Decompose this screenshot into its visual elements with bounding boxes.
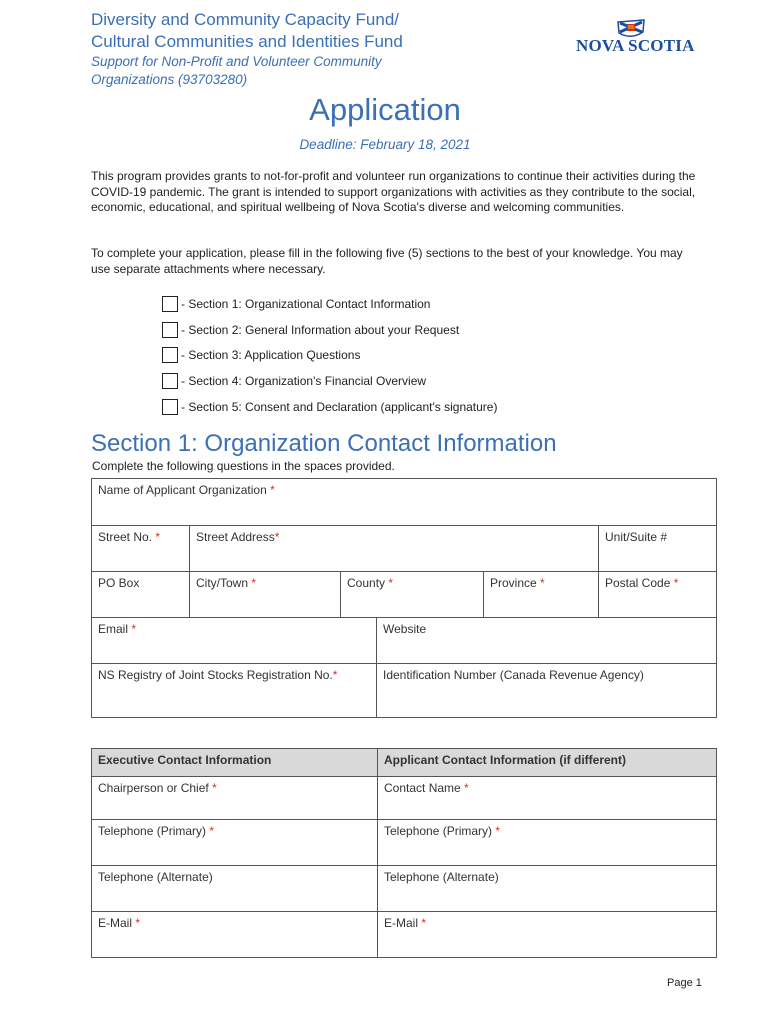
field-label: Telephone (Primary) xyxy=(98,824,207,838)
checklist-item-section4 xyxy=(162,368,497,394)
fund-title-line2: Cultural Communities and Identities Fund xyxy=(91,32,403,51)
unit-field[interactable] xyxy=(599,526,717,572)
required-marker: * xyxy=(155,530,161,544)
org-name-field[interactable] xyxy=(92,479,717,526)
nova-scotia-logo-text: NOVA SCOTIA xyxy=(576,36,695,55)
section3-checkbox[interactable] xyxy=(162,347,178,363)
deadline: Deadline: February 18, 2021 xyxy=(299,137,471,152)
field-label: E-Mail xyxy=(384,916,419,930)
required-marker: * xyxy=(495,824,501,838)
required-marker: * xyxy=(464,781,469,795)
field-label: City/Town xyxy=(196,576,249,590)
field-label: Chairperson or Chief xyxy=(98,781,209,795)
field-label: Email xyxy=(98,622,129,636)
required-marker: * xyxy=(540,576,545,590)
executive-contact-header: Executive Contact Information xyxy=(92,749,378,777)
required-marker: * xyxy=(421,916,427,930)
street-no-field[interactable] xyxy=(92,526,190,572)
section1-heading: Section 1: Organization Contact Information xyxy=(91,430,557,457)
section2-checkbox[interactable] xyxy=(162,322,178,338)
field-label: County xyxy=(347,576,386,590)
checklist-label: - Section 1: Organizational Contact Information xyxy=(181,296,431,311)
applicant-telephone-alternate-field[interactable] xyxy=(378,866,717,912)
required-marker: * xyxy=(673,576,679,590)
checklist-item-section2 xyxy=(162,317,497,343)
field-label: Street No. xyxy=(98,530,153,544)
required-marker: * xyxy=(270,483,275,497)
checklist-label: - Section 5: Consent and Declaration (applicant's signature) xyxy=(181,399,498,414)
exec-telephone-alternate-field[interactable] xyxy=(92,866,378,912)
field-label: Website xyxy=(383,622,427,636)
province-field[interactable] xyxy=(484,572,599,618)
section4-checkbox[interactable] xyxy=(162,373,178,389)
nova-scotia-logo xyxy=(576,18,700,58)
checklist-label: - Section 3: Application Questions xyxy=(181,348,361,363)
field-label: NS Registry of Joint Stocks Registration No. xyxy=(98,668,333,682)
checklist-label: - Section 2: General Information about your Request xyxy=(181,322,460,337)
city-field[interactable] xyxy=(190,572,341,618)
field-label: Telephone (Alternate) xyxy=(98,870,213,884)
chairperson-field[interactable] xyxy=(92,777,378,820)
registry-number-field[interactable] xyxy=(92,664,377,718)
contact-form xyxy=(91,748,717,958)
fund-subtitle-line1: Support for Non-Profit and Volunteer Community xyxy=(91,54,382,69)
field-label: PO Box xyxy=(98,576,140,590)
postal-code-field[interactable] xyxy=(599,572,717,618)
section1-instruction: Complete the following questions in the spaces provided. xyxy=(92,459,395,473)
exec-telephone-primary-field[interactable] xyxy=(92,820,378,866)
field-label: Name of Applicant Organization xyxy=(98,483,267,497)
fund-title-line1: Diversity and Community Capacity Fund/ xyxy=(91,10,400,29)
required-marker: * xyxy=(212,781,217,795)
required-marker: * xyxy=(135,916,141,930)
cra-id-field[interactable] xyxy=(377,664,717,718)
field-label: Street Address xyxy=(196,530,275,544)
field-label: Unit/Suite # xyxy=(605,530,668,544)
checklist-item-section5 xyxy=(162,394,497,420)
field-label: Telephone (Primary) xyxy=(384,824,493,838)
website-field[interactable] xyxy=(377,618,717,664)
po-box-field[interactable] xyxy=(92,572,190,618)
required-marker: * xyxy=(131,622,137,636)
field-label: Identification Number (Canada Revenue Agency) xyxy=(383,668,644,682)
intro-paragraph: This program provides grants to not-for-profit and volunteer run organizations to continue their activities during the COVID-19 pandemic. The grant is intended to support organizations with activities as they contribute to the social, economic, educational, and spiritual wellbeing of Nova Scotia's diverse and welcoming communities. xyxy=(91,169,696,214)
instructions-paragraph: To complete your application, please fill in the following five (5) sections to the best of your knowledge. You may use separate attachments where necessary. xyxy=(91,246,683,276)
field-label: Contact Name xyxy=(384,781,461,795)
field-label: E-Mail xyxy=(98,916,133,930)
fund-subtitle xyxy=(91,53,382,89)
field-label: Telephone (Alternate) xyxy=(384,870,499,884)
fund-subtitle-line2: Organizations (93703280) xyxy=(91,72,248,87)
email-field[interactable] xyxy=(92,618,377,664)
required-marker: * xyxy=(274,530,280,544)
street-address-field[interactable] xyxy=(190,526,599,572)
required-marker: * xyxy=(388,576,394,590)
required-marker: * xyxy=(251,576,257,590)
section5-checkbox[interactable] xyxy=(162,399,178,415)
page-number: Page 1 xyxy=(667,977,702,989)
applicant-telephone-primary-field[interactable] xyxy=(378,820,717,866)
checklist-label: - Section 4: Organization's Financial Overview xyxy=(181,373,427,388)
field-label: Postal Code xyxy=(605,576,671,590)
county-field[interactable] xyxy=(341,572,484,618)
applicant-contact-header: Applicant Contact Information (if different) xyxy=(378,749,717,777)
section-checklist xyxy=(162,291,497,419)
checklist-item-section1 xyxy=(162,291,497,317)
organization-form xyxy=(91,478,717,718)
page-title: Application xyxy=(309,92,461,127)
field-label: Province xyxy=(490,576,537,590)
exec-email-field[interactable] xyxy=(92,912,378,958)
applicant-email-field[interactable] xyxy=(378,912,717,958)
required-marker: * xyxy=(332,668,338,682)
fund-title xyxy=(91,9,403,53)
required-marker: * xyxy=(209,824,215,838)
checklist-item-section3 xyxy=(162,342,497,368)
contact-name-field[interactable] xyxy=(378,777,717,820)
section1-checkbox[interactable] xyxy=(162,296,178,312)
